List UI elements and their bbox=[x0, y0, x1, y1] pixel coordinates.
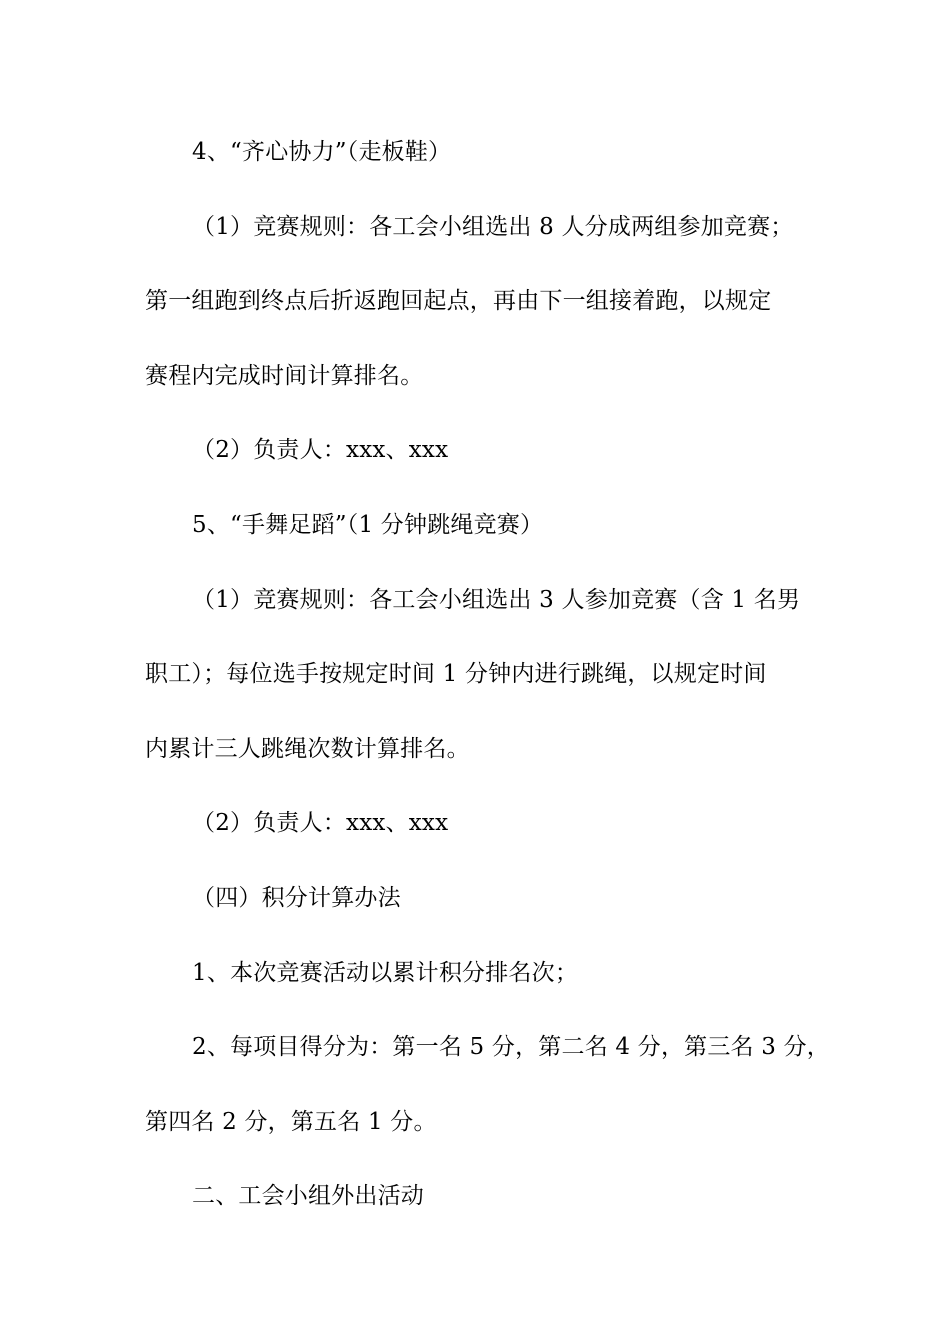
heading-item-5: 5、“手舞足蹈”（1 分钟跳绳竞赛） bbox=[192, 511, 544, 538]
section-heading-scoring: （四）积分计算办法 bbox=[192, 884, 401, 911]
scoring-item-2-continued: 第四名 2 分，第五名 1 分。 bbox=[145, 1108, 437, 1135]
rule-paragraph-line: 职工）；每位选手按规定时间 1 分钟内进行跳绳，以规定时间 bbox=[145, 661, 767, 688]
section-heading-outing: 二、工会小组外出活动 bbox=[192, 1183, 424, 1210]
responsible-person-line: （2）负责人：xxx、xxx bbox=[192, 810, 449, 837]
rule-paragraph-line: （1）竞赛规则：各工会小组选出 3 人参加竞赛（含 1 名男 bbox=[192, 586, 801, 613]
document-body bbox=[145, 127, 830, 1246]
rule-paragraph-line: 第一组跑到终点后折返跑回起点，再由下一组接着跑，以规定 bbox=[145, 288, 772, 315]
rule-paragraph-line: 赛程内完成时间计算排名。 bbox=[145, 362, 424, 389]
heading-item-4: 4、“齐心协力”（走板鞋） bbox=[192, 139, 452, 165]
responsible-person-line: （2）负责人：xxx、xxx bbox=[192, 437, 449, 464]
scoring-item-2: 2、每项目得分为：第一名 5 分，第二名 4 分，第三名 3 分， bbox=[192, 1034, 830, 1061]
rule-paragraph-line: 内累计三人跳绳次数计算排名。 bbox=[145, 735, 470, 762]
rule-paragraph-line: （1）竞赛规则：各工会小组选出 8 人分成两组参加竞赛； bbox=[192, 213, 794, 240]
scoring-item-1: 1、本次竞赛活动以累计积分排名次； bbox=[192, 959, 579, 986]
